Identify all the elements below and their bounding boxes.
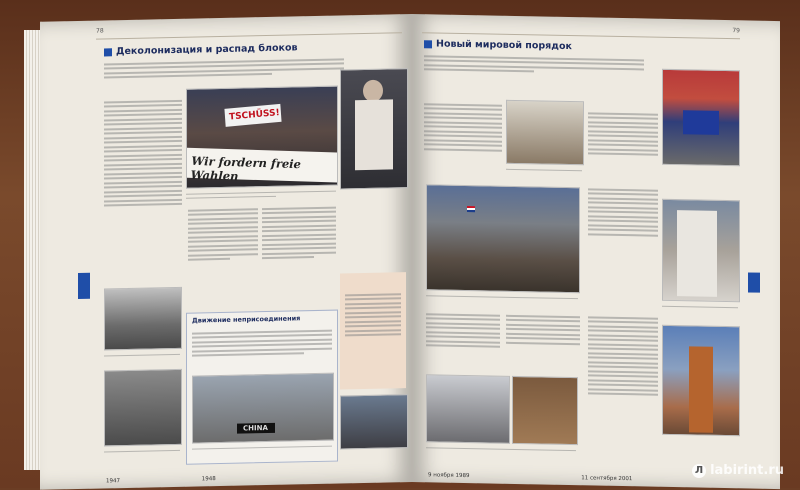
right-footer-entry-2: 11 сентября 2001 bbox=[581, 475, 633, 483]
right-column-2-text bbox=[588, 109, 658, 158]
lower-photos-caption bbox=[426, 444, 576, 453]
left-intro-text bbox=[104, 55, 344, 81]
ground-zero-caption bbox=[426, 292, 578, 301]
left-header bbox=[96, 20, 402, 39]
book-spread bbox=[40, 14, 780, 485]
right-intro-text bbox=[424, 52, 644, 77]
leaders-photo bbox=[340, 394, 408, 449]
ground-zero-photo bbox=[426, 184, 580, 293]
non-aligned-box bbox=[186, 310, 338, 465]
right-footer-entry-1: 9 ноября 1989 bbox=[428, 472, 470, 480]
left-column-2-text bbox=[188, 205, 258, 263]
protest-photo bbox=[186, 86, 338, 189]
right-column-1-text bbox=[424, 100, 502, 153]
conference-photo bbox=[104, 369, 182, 447]
handshake-photo bbox=[506, 100, 584, 165]
left-side-tab bbox=[78, 273, 90, 299]
us-flag bbox=[467, 206, 475, 212]
labirint-watermark bbox=[692, 463, 784, 478]
non-aligned-box-text bbox=[192, 327, 332, 359]
portrait-body bbox=[355, 99, 393, 170]
right-section-title-text: Новый мировой порядок bbox=[436, 38, 572, 53]
left-column-1-text bbox=[104, 97, 182, 209]
left-page bbox=[40, 14, 412, 490]
tower-building bbox=[689, 346, 713, 432]
summit-caption bbox=[192, 443, 332, 452]
handshake-caption bbox=[506, 166, 582, 174]
horseback-photo bbox=[104, 287, 182, 351]
berlin-wall-photo bbox=[662, 199, 740, 302]
section-square-icon bbox=[104, 48, 112, 56]
summit-photo bbox=[192, 373, 334, 444]
skyscraper-photo bbox=[662, 325, 740, 436]
right-column-3-text bbox=[588, 185, 658, 238]
right-section-title bbox=[424, 38, 572, 52]
eu-flags-photo bbox=[662, 69, 740, 166]
berlin-wall-caption bbox=[662, 303, 738, 311]
china-nameplate-text: CHINA bbox=[243, 424, 268, 433]
right-page-number: 79 bbox=[732, 27, 740, 35]
right-column-4-text bbox=[426, 310, 500, 350]
beige-box-title bbox=[340, 272, 406, 279]
horseback-caption bbox=[104, 351, 180, 359]
beige-box-text bbox=[345, 290, 401, 339]
protest-photo-caption bbox=[186, 188, 336, 202]
left-page-number: 78 bbox=[96, 27, 104, 35]
left-column-3-text bbox=[262, 204, 336, 262]
left-footer-entry-1: 1947 bbox=[106, 478, 120, 485]
right-column-6-text bbox=[588, 313, 658, 398]
conference-caption bbox=[104, 447, 180, 455]
refugee-photo bbox=[512, 376, 578, 445]
freedom-banner-text: Wir fordern freie Wahlen bbox=[190, 153, 302, 184]
labirint-logo-icon: Л bbox=[692, 464, 706, 478]
right-page bbox=[412, 14, 780, 489]
non-aligned-box-title: Движение неприсоединения bbox=[192, 314, 301, 325]
left-footer bbox=[106, 476, 216, 484]
left-footer-entry-2: 1948 bbox=[201, 476, 216, 483]
street-protest-photo bbox=[426, 374, 510, 444]
beige-sidebar-box bbox=[340, 272, 406, 389]
left-section-title bbox=[104, 42, 297, 57]
right-side-tab bbox=[748, 272, 760, 292]
labirint-watermark-text: labirint.ru bbox=[710, 463, 784, 478]
left-section-title-text: Деколонизация и распад блоков bbox=[116, 42, 298, 58]
section-square-icon bbox=[424, 40, 432, 48]
tschuss-sign-text: TSCHÜSS! bbox=[228, 108, 281, 123]
right-header bbox=[422, 20, 740, 39]
right-column-5-text bbox=[506, 312, 580, 347]
portrait-photo bbox=[340, 68, 408, 189]
eu-flag bbox=[683, 110, 719, 135]
right-footer bbox=[428, 472, 632, 482]
wall-segment bbox=[677, 210, 717, 297]
